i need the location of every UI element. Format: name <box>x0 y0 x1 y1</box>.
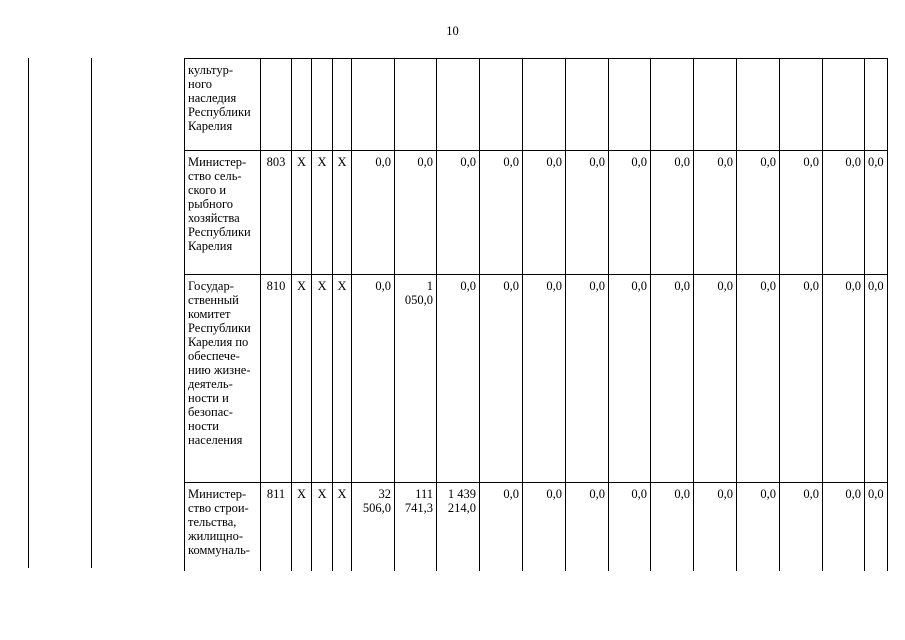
value-cell: 0,0 <box>566 151 609 275</box>
x-marker-cell: Х <box>312 483 333 571</box>
value-cell: 0,0 <box>865 483 888 571</box>
ministry-code-cell: 811 <box>261 483 292 571</box>
value-cell: 0,0 <box>651 151 694 275</box>
value-cell <box>865 59 888 151</box>
x-marker-cell: Х <box>333 275 352 483</box>
value-cell: 0,0 <box>737 483 780 571</box>
value-cell: 0,0 <box>694 275 737 483</box>
value-cell: 32 506,0 <box>352 483 395 571</box>
x-marker-cell: Х <box>292 151 312 275</box>
organization-name-cell: Министер- ство сель- ского и рыбного хозяйства Республики Карелия <box>185 151 261 275</box>
value-cell <box>480 59 523 151</box>
value-cell: 1 439 214,0 <box>437 483 480 571</box>
x-marker-cell: Х <box>312 151 333 275</box>
ministry-code-cell: 803 <box>261 151 292 275</box>
value-cell: 0,0 <box>823 275 865 483</box>
value-cell: 0,0 <box>651 483 694 571</box>
column-divider-line <box>91 58 92 568</box>
organization-name-cell: Министер- ство строи- тельства, жилищно- коммуналь- <box>185 483 261 571</box>
value-cell <box>523 59 566 151</box>
value-cell: 0,0 <box>437 275 480 483</box>
table-row <box>185 275 888 483</box>
value-cell: 0,0 <box>480 275 523 483</box>
value-cell: 0,0 <box>737 275 780 483</box>
value-cell: 0,0 <box>352 275 395 483</box>
ministry-code-cell: 810 <box>261 275 292 483</box>
value-cell: 0,0 <box>609 483 651 571</box>
value-cell <box>694 59 737 151</box>
value-cell: 0,0 <box>566 275 609 483</box>
value-cell <box>651 59 694 151</box>
budget-table <box>184 58 888 571</box>
value-cell: 0,0 <box>694 483 737 571</box>
value-cell <box>823 59 865 151</box>
value-cell: 0,0 <box>480 483 523 571</box>
value-cell: 0,0 <box>780 275 823 483</box>
value-cell: 0,0 <box>823 483 865 571</box>
left-border-line <box>28 58 29 568</box>
value-cell: 0,0 <box>651 275 694 483</box>
value-cell <box>437 59 480 151</box>
value-cell: 0,0 <box>352 151 395 275</box>
ministry-code-cell <box>261 59 292 151</box>
value-cell: 0,0 <box>395 151 437 275</box>
value-cell: 0,0 <box>437 151 480 275</box>
value-cell: 1 050,0 <box>395 275 437 483</box>
x-marker-cell <box>333 59 352 151</box>
value-cell: 111 741,3 <box>395 483 437 571</box>
value-cell <box>609 59 651 151</box>
value-cell: 0,0 <box>823 151 865 275</box>
value-cell: 0,0 <box>780 483 823 571</box>
value-cell: 0,0 <box>566 483 609 571</box>
value-cell <box>780 59 823 151</box>
value-cell <box>395 59 437 151</box>
value-cell: 0,0 <box>523 151 566 275</box>
x-marker-cell: Х <box>292 483 312 571</box>
x-marker-cell: Х <box>333 483 352 571</box>
x-marker-cell: Х <box>312 275 333 483</box>
value-cell: 0,0 <box>865 275 888 483</box>
value-cell: 0,0 <box>865 151 888 275</box>
value-cell <box>352 59 395 151</box>
value-cell: 0,0 <box>480 151 523 275</box>
organization-name-cell: Государ- ственный комитет Республики Карелия по обеспече- нию жизне- деятель- ности и безопас- ности населения <box>185 275 261 483</box>
x-marker-cell <box>292 59 312 151</box>
value-cell <box>566 59 609 151</box>
x-marker-cell: Х <box>333 151 352 275</box>
value-cell: 0,0 <box>780 151 823 275</box>
value-cell: 0,0 <box>609 151 651 275</box>
table-row <box>185 59 888 151</box>
value-cell: 0,0 <box>737 151 780 275</box>
page-number: 10 <box>446 24 459 38</box>
x-marker-cell: Х <box>292 275 312 483</box>
value-cell: 0,0 <box>523 275 566 483</box>
value-cell <box>737 59 780 151</box>
table-row <box>185 483 888 571</box>
table-row <box>185 151 888 275</box>
value-cell: 0,0 <box>523 483 566 571</box>
value-cell: 0,0 <box>609 275 651 483</box>
x-marker-cell <box>312 59 333 151</box>
organization-name-cell: культур- ного наследия Республики Карелия <box>185 59 261 151</box>
value-cell: 0,0 <box>694 151 737 275</box>
